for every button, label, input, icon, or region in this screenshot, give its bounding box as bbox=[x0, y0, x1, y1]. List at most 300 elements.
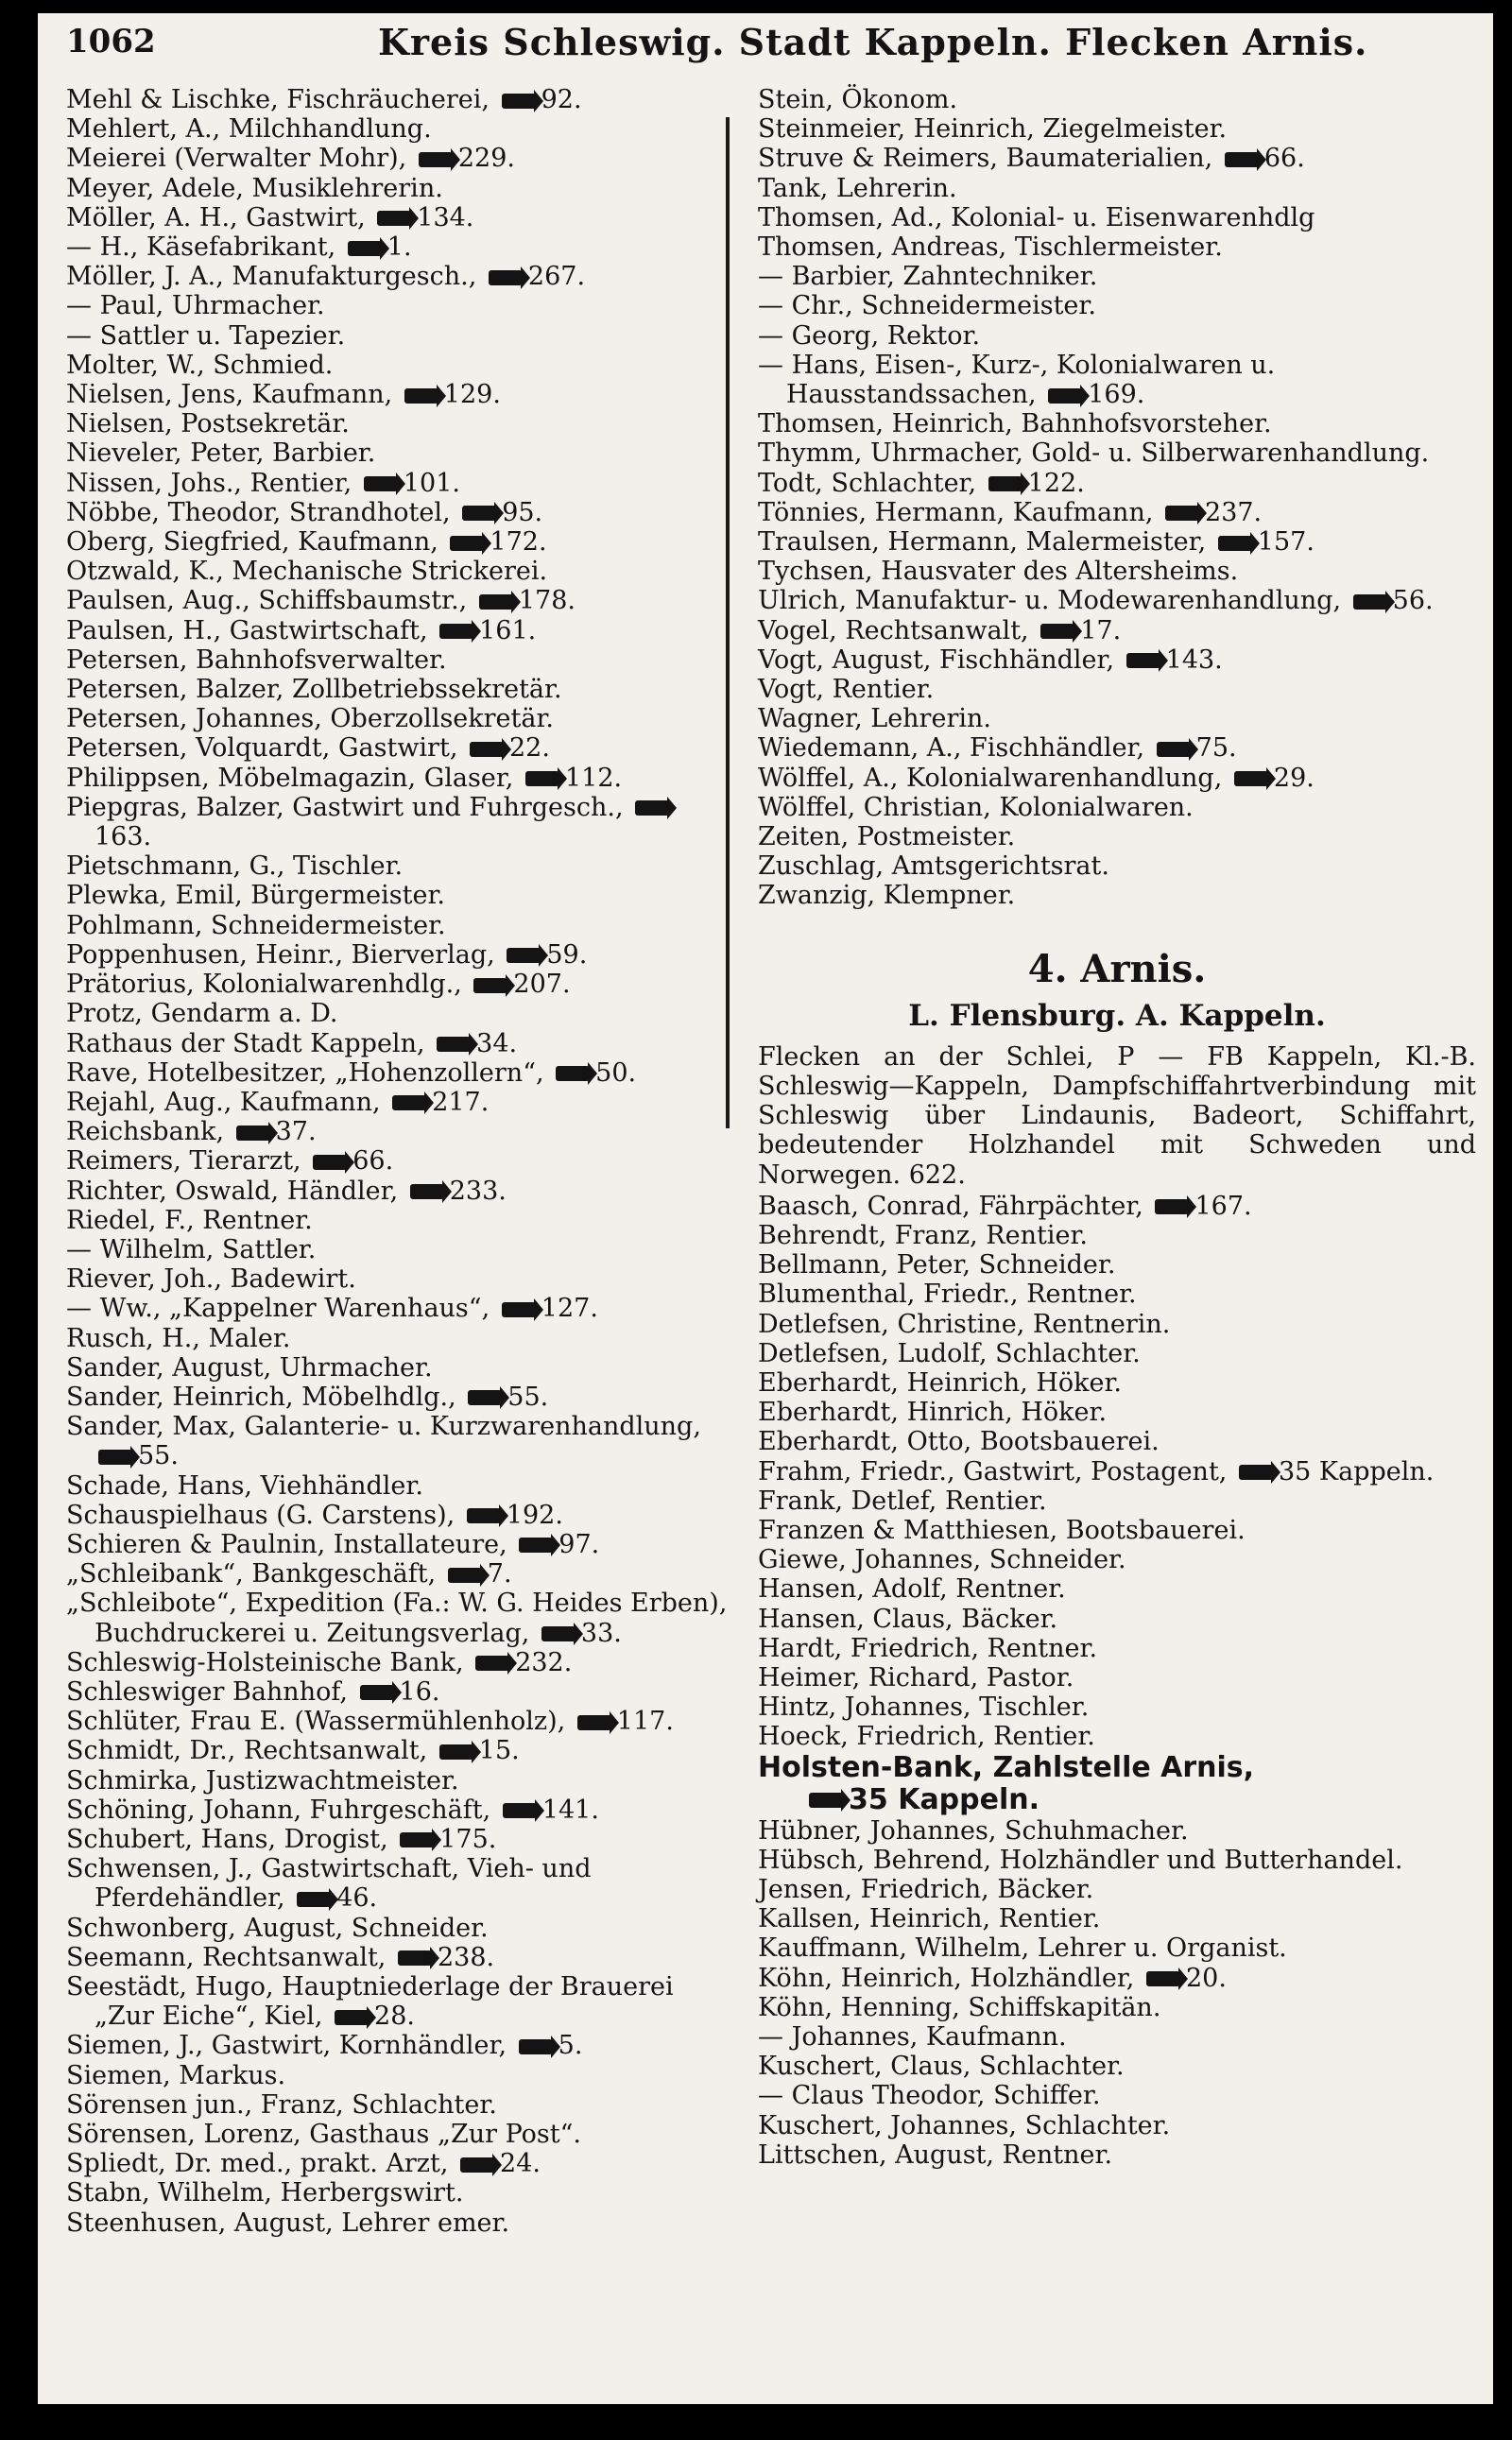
telephone-icon bbox=[377, 211, 411, 226]
directory-entry bbox=[758, 1634, 1476, 1663]
entry-text: Siemen, J., Gastwirt, Kornhändler, bbox=[66, 2031, 507, 2061]
telephone-icon bbox=[1048, 388, 1082, 404]
entry-text: Rave, Hotelbesitzer, „Hohenzollern“, bbox=[66, 1057, 544, 1088]
telephone-icon bbox=[519, 1538, 553, 1553]
telephone-icon bbox=[577, 1715, 611, 1730]
phone-number: 232. bbox=[515, 1647, 573, 1677]
bank-name: Holsten-Bank, Zahlstelle Arnis, bbox=[758, 1750, 1255, 1784]
entry-text: Sander, Max, Galanterie- u. Kurzwarenhandlung, bbox=[66, 1412, 701, 1442]
telephone-icon bbox=[988, 476, 1022, 491]
phone-number: 7. bbox=[487, 1559, 512, 1589]
entry-text: — Ww., „Kappelner Warenhaus“, bbox=[66, 1294, 490, 1324]
entry-text: — Paul, Uhrmacher. bbox=[66, 291, 325, 321]
directory-entry bbox=[66, 291, 728, 320]
entry-text: Reichsbank, bbox=[66, 1117, 225, 1147]
telephone-icon bbox=[392, 1095, 426, 1110]
telephone-icon bbox=[525, 771, 559, 786]
entry-text: Schieren & Paulnin, Installateure, bbox=[66, 1529, 507, 1559]
phone-number: 59. bbox=[546, 939, 588, 970]
directory-entry bbox=[758, 733, 1476, 763]
telephone-icon bbox=[439, 624, 473, 639]
phone-number: 175. bbox=[439, 1824, 497, 1854]
directory-entry bbox=[758, 616, 1476, 645]
directory-entry bbox=[758, 291, 1476, 320]
telephone-icon bbox=[1155, 1199, 1189, 1214]
entry-text: Reimers, Tierarzt, bbox=[66, 1146, 301, 1177]
telephone-icon bbox=[502, 1302, 536, 1317]
directory-entry bbox=[66, 1736, 728, 1765]
directory-entry bbox=[758, 1722, 1476, 1751]
directory-entry bbox=[758, 1221, 1476, 1250]
directory-entry bbox=[758, 1605, 1476, 1634]
phone-number: 238. bbox=[437, 1942, 495, 1972]
telephone-icon bbox=[404, 388, 438, 404]
directory-entry bbox=[758, 1310, 1476, 1339]
telephone-icon bbox=[313, 1155, 347, 1170]
directory-entry bbox=[758, 1663, 1476, 1693]
telephone-icon bbox=[398, 1950, 432, 1966]
directory-entry bbox=[758, 85, 1476, 114]
directory-entry bbox=[66, 1146, 728, 1176]
entry-text: Pietschmann, G., Tischler. bbox=[66, 851, 404, 882]
telephone-icon bbox=[507, 948, 541, 963]
directory-entry bbox=[758, 2052, 1476, 2081]
telephone-icon bbox=[479, 594, 513, 610]
entry-text: — Wilhelm, Sattler. bbox=[66, 1234, 317, 1264]
entry-text: Seemann, Rechtsanwalt, bbox=[66, 1942, 387, 1972]
entry-text: Schöning, Johann, Fuhrgeschäft, bbox=[66, 1795, 491, 1825]
entry-text: Eberhardt, Otto, Bootsbauerei. bbox=[758, 1427, 1160, 1457]
directory-entry bbox=[66, 114, 728, 144]
directory-entry bbox=[66, 1559, 728, 1589]
entry-text: Heimer, Richard, Pastor. bbox=[758, 1662, 1074, 1693]
directory-entry bbox=[66, 469, 728, 498]
entry-text: Schmirka, Justizwachtmeister. bbox=[66, 1765, 459, 1796]
directory-entry bbox=[66, 232, 728, 262]
entry-text: Mehlert, A., Milchhandlung. bbox=[66, 114, 432, 145]
directory-entry bbox=[66, 1058, 728, 1088]
entry-text: Kuschert, Johannes, Schlachter. bbox=[758, 2110, 1171, 2140]
directory-entry bbox=[758, 793, 1476, 822]
phone-number: 161. bbox=[479, 615, 537, 645]
phone-number: 66. bbox=[1263, 144, 1305, 174]
phone-number: 92. bbox=[541, 85, 582, 114]
entry-text: Paulsen, Aug., Schiffsbaumstr., bbox=[66, 586, 468, 616]
directory-entry bbox=[66, 586, 728, 615]
phone-number: 16. bbox=[399, 1676, 440, 1707]
telephone-icon bbox=[439, 1744, 473, 1760]
entry-text: Frank, Detlef, Rentier. bbox=[758, 1486, 1047, 1516]
phone-number: 20. bbox=[1185, 1963, 1227, 1993]
directory-entry bbox=[758, 1574, 1476, 1604]
entry-text: Siemen, Markus. bbox=[66, 2060, 286, 2090]
directory-entry bbox=[758, 1904, 1476, 1933]
entry-text: Steenhusen, August, Lehrer emer. bbox=[66, 2208, 510, 2238]
directory-entry bbox=[758, 203, 1476, 232]
phone-number: 35 Kappeln. bbox=[1278, 1456, 1435, 1486]
telephone-icon bbox=[1225, 152, 1259, 167]
directory-entry bbox=[758, 498, 1476, 527]
entry-text: Meierei (Verwalter Mohr), bbox=[66, 144, 407, 174]
phone-number: 122. bbox=[1027, 468, 1085, 498]
entry-text: Kuschert, Claus, Schlachter. bbox=[758, 2052, 1125, 2082]
entry-text: — H., Käsefabrikant, bbox=[66, 232, 336, 263]
entry-text: Ulrich, Manufaktur- u. Modewarenhandlung, bbox=[758, 586, 1342, 616]
directory-entry bbox=[66, 1648, 728, 1677]
directory-entry bbox=[758, 321, 1476, 351]
directory-entry bbox=[66, 351, 728, 380]
phone-number: 169. bbox=[1088, 380, 1145, 410]
directory-entry bbox=[66, 1530, 728, 1559]
directory-entry bbox=[66, 321, 728, 351]
directory-entry bbox=[758, 527, 1476, 557]
telephone-icon bbox=[489, 270, 523, 285]
directory-entry bbox=[66, 940, 728, 970]
phone-number: 167. bbox=[1194, 1191, 1252, 1221]
directory-entry bbox=[758, 881, 1476, 910]
phone-number: 97. bbox=[558, 1529, 600, 1559]
directory-entry bbox=[758, 1368, 1476, 1398]
directory-entry bbox=[758, 1846, 1476, 1875]
directory-page bbox=[38, 13, 1493, 2404]
entry-text: Zeiten, Postmeister. bbox=[758, 822, 1016, 852]
telephone-icon bbox=[519, 2039, 553, 2054]
telephone-icon bbox=[1040, 624, 1074, 639]
entry-text: Hübner, Johannes, Schuhmacher. bbox=[758, 1815, 1189, 1846]
directory-entry bbox=[66, 1471, 728, 1501]
entry-text: Paulsen, H., Gastwirtschaft, bbox=[66, 615, 428, 645]
directory-entry bbox=[758, 1933, 1476, 1963]
bank-entry bbox=[758, 1752, 1476, 1816]
directory-entry bbox=[66, 174, 728, 203]
directory-entry bbox=[66, 1943, 728, 1972]
entry-text: Kauffmann, Wilhelm, Lehrer u. Organist. bbox=[758, 1933, 1287, 1964]
entry-text: Sander, August, Uhrmacher. bbox=[66, 1352, 433, 1383]
entry-text: — Sattler u. Tapezier. bbox=[66, 320, 346, 351]
entry-text: Schleswiger Bahnhof, bbox=[66, 1676, 348, 1707]
telephone-icon bbox=[448, 1568, 482, 1583]
entry-text: Vogt, Rentier. bbox=[758, 675, 935, 705]
entry-text: — Barbier, Zahntechniker. bbox=[758, 262, 1098, 292]
directory-entry bbox=[758, 1398, 1476, 1427]
entry-text: Giewe, Johannes, Schneider. bbox=[758, 1545, 1126, 1575]
phone-number: 15. bbox=[478, 1736, 520, 1766]
entry-text: Todt, Schlachter, bbox=[758, 468, 977, 498]
telephone-icon bbox=[400, 1832, 434, 1847]
entry-text: Schauspielhaus (G. Carstens), bbox=[66, 1500, 455, 1530]
telephone-icon bbox=[475, 1656, 509, 1671]
phone-number: 101. bbox=[403, 468, 460, 498]
telephone-icon bbox=[503, 1803, 537, 1818]
phone-number: 217. bbox=[432, 1087, 490, 1117]
directory-entry bbox=[758, 1457, 1476, 1486]
directory-entry bbox=[758, 174, 1476, 203]
entry-text: Thomsen, Andreas, Tischlermeister. bbox=[758, 232, 1223, 263]
bank-phone-line bbox=[758, 1784, 1476, 1816]
directory-entry bbox=[758, 586, 1476, 615]
entry-text: Spliedt, Dr. med., prakt. Arzt, bbox=[66, 2149, 449, 2179]
entry-text: Möller, J. A., Manufakturgesch., bbox=[66, 262, 477, 292]
section-intro: Flecken an der Schlei, P — FB Kappeln, Kl.-B. Schleswig—Kappeln, Dampfschiffahrtverbindung mit Schleswig über Lindaunis, Badeort, Schiffahrt, bedeutender Holzhandel mit Schweden und Norwegen. 622. bbox=[758, 1041, 1476, 1190]
entry-text: Nissen, Johs., Rentier, bbox=[66, 468, 352, 498]
entry-text: Traulsen, Hermann, Malermeister, bbox=[758, 527, 1207, 558]
directory-entry bbox=[66, 999, 728, 1028]
right-column-entries bbox=[758, 85, 1476, 911]
entry-text: Hardt, Friedrich, Rentner. bbox=[758, 1633, 1098, 1663]
directory-entry bbox=[758, 822, 1476, 851]
arnis-entries-continued bbox=[758, 1816, 1476, 2170]
entry-text: — Hans, Eisen-, Kurz-, Kolonialwaren u. Hausstandssachen, bbox=[758, 350, 1276, 410]
phone-number: 28. bbox=[374, 2002, 415, 2032]
directory-entry bbox=[66, 1796, 728, 1825]
directory-entry bbox=[66, 1825, 728, 1854]
phone-number: 24. bbox=[500, 2149, 541, 2179]
telephone-icon bbox=[236, 1125, 270, 1141]
directory-entry bbox=[66, 2120, 728, 2149]
entry-text: Vogel, Rechtsanwalt, bbox=[758, 615, 1029, 645]
entry-text: Sander, Heinrich, Möbelhdlg., bbox=[66, 1382, 456, 1412]
entry-text: Schade, Hans, Viehhändler. bbox=[66, 1470, 423, 1501]
entry-text: Bellmann, Peter, Schneider. bbox=[758, 1250, 1116, 1280]
directory-entry bbox=[758, 645, 1476, 675]
entry-text: Baasch, Conrad, Fährpächter, bbox=[758, 1191, 1143, 1221]
telephone-icon bbox=[419, 152, 453, 167]
telephone-icon bbox=[467, 1508, 501, 1523]
directory-entry bbox=[66, 1294, 728, 1323]
phone-number: 129. bbox=[443, 380, 501, 410]
telephone-icon bbox=[364, 476, 398, 491]
entry-text: Möller, A. H., Gastwirt, bbox=[66, 202, 366, 232]
directory-entry bbox=[66, 881, 728, 910]
directory-entry bbox=[758, 438, 1476, 468]
arnis-entries bbox=[758, 1192, 1476, 1752]
directory-entry bbox=[66, 262, 728, 291]
phone-number: 17. bbox=[1080, 615, 1122, 645]
entry-text: Zuschlag, Amtsgerichtsrat. bbox=[758, 851, 1109, 882]
entry-text: Steinmeier, Heinrich, Ziegelmeister. bbox=[758, 114, 1228, 145]
directory-entry bbox=[66, 2061, 728, 2090]
page-number: 1062 bbox=[66, 23, 156, 60]
entry-text: Petersen, Volquardt, Gastwirt, bbox=[66, 733, 458, 764]
directory-entry bbox=[66, 911, 728, 940]
entry-text: Otzwald, K., Mechanische Strickerei. bbox=[66, 557, 548, 587]
entry-text: Oberg, Siegfried, Kaufmann, bbox=[66, 527, 438, 558]
telephone-icon bbox=[360, 1685, 394, 1700]
entry-text: Behrendt, Franz, Rentier. bbox=[758, 1220, 1088, 1250]
directory-entry bbox=[66, 557, 728, 586]
telephone-icon bbox=[1353, 594, 1387, 610]
directory-entry bbox=[758, 114, 1476, 144]
directory-entry bbox=[66, 1972, 728, 2031]
entry-text: — Chr., Schneidermeister. bbox=[758, 291, 1096, 321]
entry-text: Tank, Lehrerin. bbox=[758, 173, 957, 203]
directory-entry bbox=[66, 1766, 728, 1796]
directory-entry bbox=[66, 1353, 728, 1383]
directory-entry bbox=[66, 1235, 728, 1264]
entry-text: Plewka, Emil, Bürgermeister. bbox=[66, 881, 445, 911]
entry-text: Nielsen, Jens, Kaufmann, bbox=[66, 380, 393, 410]
directory-entry bbox=[66, 851, 728, 881]
entry-text: Protz, Gendarm a. D. bbox=[66, 999, 338, 1029]
phone-number: 5. bbox=[558, 2031, 583, 2061]
directory-entry bbox=[758, 1693, 1476, 1722]
entry-text: Nielsen, Postsekretär. bbox=[66, 409, 350, 439]
directory-entry bbox=[758, 1545, 1476, 1574]
entry-text: „Schleibank“, Bankgeschäft, bbox=[66, 1559, 437, 1589]
entry-text: Nöbbe, Theodor, Strandhotel, bbox=[66, 497, 451, 527]
directory-entry bbox=[66, 1412, 728, 1470]
phone-number: 267. bbox=[527, 262, 586, 292]
entry-text: Schmidt, Dr., Rechtsanwalt, bbox=[66, 1736, 428, 1766]
entry-text: Schwensen, J., Gastwirtschaft, Vieh- und Pferdehändler, bbox=[66, 1854, 592, 1914]
directory-entry bbox=[66, 144, 728, 173]
entry-text: Tönnies, Hermann, Kaufmann, bbox=[758, 497, 1154, 527]
telephone-icon bbox=[1239, 1465, 1273, 1480]
left-column bbox=[66, 85, 728, 2238]
directory-entry bbox=[758, 1993, 1476, 2022]
telephone-icon bbox=[1234, 771, 1268, 786]
phone-number: 46. bbox=[336, 1883, 378, 1914]
entry-text: Nieveler, Peter, Barbier. bbox=[66, 438, 376, 469]
directory-entry bbox=[66, 2178, 728, 2208]
bank-phone: 35 Kappeln. bbox=[849, 1782, 1040, 1816]
directory-entry bbox=[758, 232, 1476, 262]
directory-entry bbox=[758, 764, 1476, 793]
directory-entry bbox=[758, 1816, 1476, 1846]
phone-number: 127. bbox=[541, 1294, 598, 1324]
entry-text: Wagner, Lehrerin. bbox=[758, 704, 991, 734]
directory-entry bbox=[66, 1383, 728, 1412]
entry-text: Richter, Oswald, Händler, bbox=[66, 1176, 399, 1206]
entry-text: Petersen, Johannes, Oberzollsekretär. bbox=[66, 704, 555, 734]
entry-text: Littschen, August, Rentner. bbox=[758, 2139, 1113, 2170]
telephone-icon bbox=[460, 2157, 494, 2173]
entry-text: Schubert, Hans, Drogist, bbox=[66, 1824, 388, 1854]
directory-entry bbox=[66, 793, 728, 851]
telephone-icon bbox=[468, 1390, 502, 1405]
entry-text: Hoeck, Friedrich, Rentier. bbox=[758, 1722, 1095, 1752]
phone-number: 33. bbox=[580, 1618, 622, 1648]
directory-entry bbox=[66, 527, 728, 557]
directory-entry bbox=[66, 704, 728, 733]
entry-text: Hübsch, Behrend, Holzhändler und Butterhandel. bbox=[758, 1845, 1403, 1875]
entry-text: Eberhardt, Heinrich, Höker. bbox=[758, 1367, 1123, 1398]
directory-entry bbox=[66, 2090, 728, 2120]
phone-number: 1. bbox=[387, 232, 412, 263]
entry-text: Riever, Joh., Badewirt. bbox=[66, 1264, 356, 1295]
entry-text: Köhn, Heinrich, Holzhändler, bbox=[758, 1963, 1135, 1993]
directory-entry bbox=[758, 557, 1476, 586]
entry-text: Schlüter, Frau E. (Wassermühlenholz), bbox=[66, 1707, 566, 1737]
entry-text: Thomsen, Heinrich, Bahnhofsvorsteher. bbox=[758, 409, 1272, 439]
directory-entry bbox=[66, 1206, 728, 1235]
directory-entry bbox=[758, 1250, 1476, 1280]
entry-text: Riedel, F., Rentner. bbox=[66, 1205, 313, 1235]
phone-number: 143. bbox=[1165, 644, 1223, 675]
directory-entry bbox=[758, 1516, 1476, 1545]
directory-entry bbox=[758, 351, 1476, 409]
entry-text: Vogt, August, Fischhändler, bbox=[758, 644, 1115, 675]
entry-text: Poppenhusen, Heinr., Bierverlag, bbox=[66, 939, 495, 970]
entry-text: Sörensen, Lorenz, Gasthaus „Zur Post“. bbox=[66, 2120, 581, 2150]
entry-text: Detlefsen, Christine, Rentnerin. bbox=[758, 1309, 1171, 1339]
entry-text: — Johannes, Kaufmann. bbox=[758, 2021, 1067, 2052]
directory-entry bbox=[66, 764, 728, 793]
directory-entry bbox=[66, 1324, 728, 1353]
directory-entry bbox=[66, 616, 728, 645]
entry-text: Köhn, Henning, Schiffskapitän. bbox=[758, 1992, 1161, 2022]
directory-entry bbox=[758, 2111, 1476, 2140]
telephone-icon bbox=[348, 241, 382, 256]
directory-entry bbox=[758, 1964, 1476, 1993]
entry-text: — Georg, Rektor. bbox=[758, 320, 981, 351]
directory-entry bbox=[758, 704, 1476, 733]
entry-text: Frahm, Friedr., Gastwirt, Postagent, bbox=[758, 1456, 1228, 1486]
phone-number: 37. bbox=[275, 1117, 317, 1147]
phone-number: 141. bbox=[541, 1795, 599, 1825]
phone-number: 134. bbox=[417, 202, 474, 232]
entry-text: Franzen & Matthiesen, Bootsbauerei. bbox=[758, 1515, 1246, 1545]
directory-entry bbox=[66, 409, 728, 438]
telephone-icon bbox=[502, 94, 536, 109]
entry-text: Prätorius, Kolonialwarenhdlg., bbox=[66, 970, 462, 1000]
phone-number: 207. bbox=[513, 970, 571, 1000]
phone-number: 22. bbox=[509, 733, 550, 764]
directory-entry bbox=[758, 1280, 1476, 1309]
directory-entry bbox=[758, 675, 1476, 704]
directory-entry bbox=[66, 1589, 728, 1647]
phone-number: 56. bbox=[1392, 586, 1434, 616]
directory-entry bbox=[758, 469, 1476, 498]
phone-number: 237. bbox=[1205, 497, 1263, 527]
phone-number: 157. bbox=[1257, 527, 1314, 558]
entry-text: Petersen, Balzer, Zollbetriebssekretär. bbox=[66, 675, 562, 705]
phone-number: 55. bbox=[507, 1382, 549, 1412]
entry-text: Stein, Ökonom. bbox=[758, 85, 958, 114]
phone-number: 95. bbox=[502, 497, 543, 527]
entry-text: Rejahl, Aug., Kaufmann, bbox=[66, 1087, 381, 1117]
phone-number: 66. bbox=[352, 1146, 394, 1177]
directory-entry bbox=[66, 1117, 728, 1146]
entry-text: Schleswig-Holsteinische Bank, bbox=[66, 1647, 464, 1677]
directory-entry bbox=[758, 262, 1476, 291]
directory-entry bbox=[758, 2081, 1476, 2110]
entry-text: Philippsen, Möbelmagazin, Glaser, bbox=[66, 763, 514, 793]
entry-text: Rusch, H., Maler. bbox=[66, 1323, 291, 1353]
phone-number: 192. bbox=[506, 1500, 563, 1530]
page-header bbox=[38, 13, 1493, 72]
directory-entry bbox=[66, 1707, 728, 1736]
phone-number: 233. bbox=[449, 1176, 507, 1206]
right-column bbox=[758, 85, 1476, 2170]
entry-text: Rathaus der Stadt Kappeln, bbox=[66, 1028, 425, 1058]
directory-entry bbox=[66, 2208, 728, 2238]
telephone-icon bbox=[556, 1066, 590, 1081]
telephone-icon bbox=[1157, 742, 1191, 757]
directory-entry bbox=[66, 1854, 728, 1913]
directory-entry bbox=[66, 203, 728, 232]
entry-text: Zwanzig, Klempner. bbox=[758, 881, 1016, 911]
entry-text: Piepgras, Balzer, Gastwirt und Fuhrgesch., bbox=[66, 792, 624, 822]
entry-text: Eberhardt, Hinrich, Höker. bbox=[758, 1398, 1108, 1428]
entry-text: Kallsen, Heinrich, Rentier. bbox=[758, 1904, 1101, 1934]
directory-entry bbox=[758, 2022, 1476, 2052]
directory-entry bbox=[758, 1486, 1476, 1516]
directory-entry bbox=[66, 1677, 728, 1707]
telephone-icon bbox=[297, 1892, 331, 1907]
directory-entry bbox=[758, 409, 1476, 438]
phone-number: 29. bbox=[1273, 763, 1314, 793]
